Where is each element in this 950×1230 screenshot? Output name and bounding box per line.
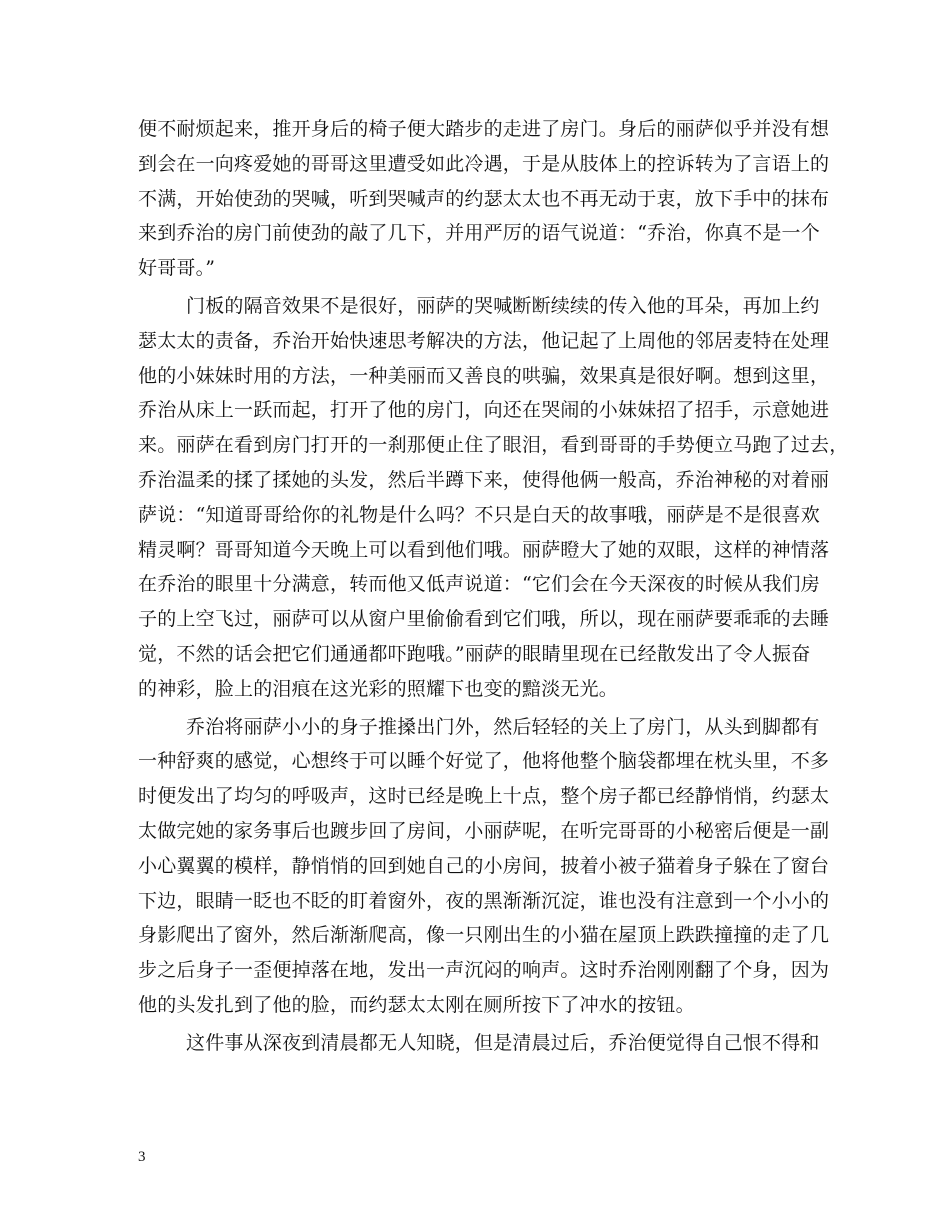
text-line: 他的小妹妹时用的方法，一种美丽而又善良的哄骗，效果真是很好啊。想到这里， <box>138 364 830 387</box>
text-line: 子的上空飞过，丽萨可以从窗户里偷偷看到它们哦，所以，现在丽萨要乖乖的去睡 <box>138 608 830 631</box>
text-line: 门板的隔音效果不是很好，丽萨的哭喊断断续续的传入他的耳朵，再加上约 <box>186 294 820 317</box>
paragraph <box>138 112 830 286</box>
text-line: 乔治温柔的揉了揉她的头发，然后半蹲下来，使得他俩一般高，乔治神秘的对着丽 <box>138 468 830 491</box>
paragraph <box>138 1026 830 1061</box>
text-line: 乔治将丽萨小小的身子推搡出门外，然后轻轻的关上了房门，从头到脚都有 <box>186 715 820 738</box>
paragraph <box>138 710 830 1023</box>
text-line: 觉，不然的话会把它们通通都吓跑哦。”丽萨的眼睛里现在已经散发出了令人振奋 <box>138 642 811 665</box>
text-line: 便不耐烦起来，推开身后的椅子便大踏步的走进了房门。身后的丽萨似乎并没有想 <box>138 118 830 140</box>
text-line: 在乔治的眼里十分满意，转而他又低声说道：“它们会在今天深夜的时候从我们房 <box>138 573 820 596</box>
text-line: 精灵啊？哥哥知道今天晚上可以看到他们哦。丽萨瞪大了她的双眼，这样的神情落 <box>138 538 830 561</box>
text-line: 的神彩，脸上的泪痕在这光彩的照耀下也变的黯淡无光。 <box>138 677 619 700</box>
text-line: 步之后身子一歪便掉落在地，发出一声沉闷的响声。这时乔治刚刚翻了个身，因为 <box>138 959 830 982</box>
text-line: 萨说：“知道哥哥给你的礼物是什么吗？不只是白天的故事哦，丽萨是不是很喜欢 <box>138 503 820 526</box>
body-text <box>138 112 849 1061</box>
text-line: 时便发出了均匀的呼吸声，这时已经是晚上十点，整个房子都已经静悄悄，约瑟太 <box>138 785 830 808</box>
text-line: 一种舒爽的感觉，心想终于可以睡个好觉了，他将他整个脑袋都埋在枕头里，不多 <box>138 750 830 773</box>
page-number: 3 <box>138 1149 146 1165</box>
text-line: 来到乔治的房门前使劲的敲了几下，并用严厉的语气说道：“乔治，你真不是一个 <box>138 222 820 245</box>
text-line: 小心翼翼的模样，静悄悄的回到她自己的小房间，披着小被子猫着身子躲在了窗台 <box>138 854 830 877</box>
text-line: 好哥哥。” <box>138 257 216 280</box>
text-line: 到会在一向疼爱她的哥哥这里遭受如此冷遇，于是从肢体上的控诉转为了言语上的 <box>138 152 830 175</box>
text-line: 他的头发扎到了他的脸，而约瑟太太刚在厕所按下了冲水的按钮。 <box>138 993 695 1016</box>
text-line: 乔治从床上一跃而起，打开了他的房门，向还在哭闹的小妹妹招了招手，示意她进 <box>138 399 830 422</box>
text-line: 这件事从深夜到清晨都无人知晓，但是清晨过后，乔治便觉得自己恨不得和 <box>186 1031 820 1054</box>
text-line: 下边，眼睛一眨也不眨的盯着窗外，夜的黑渐渐沉淀，谁也没有注意到一个小小的 <box>138 889 830 912</box>
text-line: 身影爬出了窗外，然后渐渐爬高，像一只刚出生的小猫在屋顶上跌跌撞撞的走了几 <box>138 924 830 947</box>
paragraph <box>138 289 849 707</box>
text-line: 太做完她的家务事后也踱步回了房间，小丽萨呢，在听完哥哥的小秘密后便是一副 <box>138 819 830 842</box>
text-line: 不满，开始使劲的哭喊，听到哭喊声的约瑟太太也不再无动于衷，放下手中的抹布 <box>138 187 830 210</box>
text-line: 来。丽萨在看到房门打开的一刹那便止住了眼泪，看到哥哥的手势便立马跑了过去， <box>138 434 849 457</box>
text-line: 瑟太太的责备，乔治开始快速思考解决的方法，他记起了上周他的邻居麦特在处理 <box>138 329 830 352</box>
